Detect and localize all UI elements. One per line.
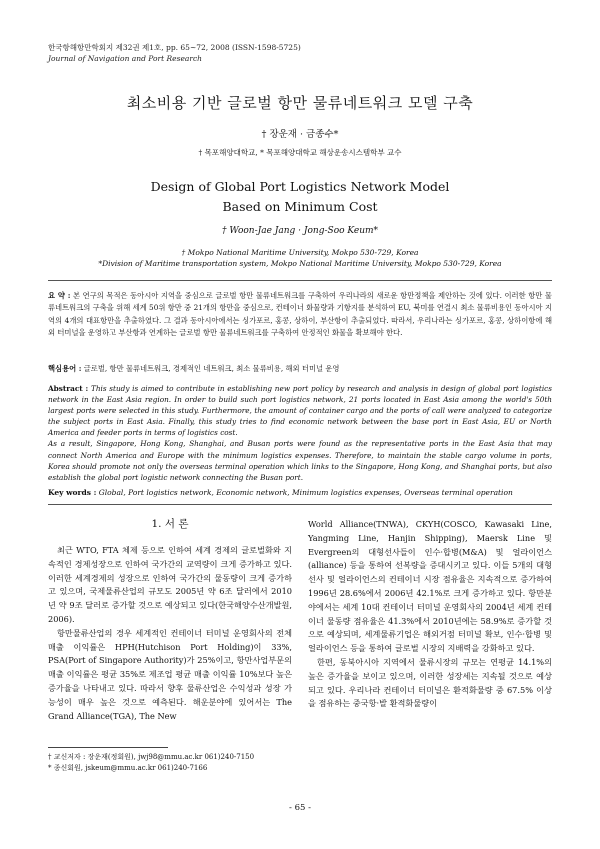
footnotes [48, 752, 254, 774]
keywords-english-text: Global, Port logistics network, Economic network, Minimum logistics expenses, Overseas terminal operation [96, 488, 513, 497]
divider-bottom [48, 504, 552, 505]
body-paragraph: 최근 WTO, FTA 체제 등으로 인하여 세계 경제의 글로벌화와 지속적인 경제성장으로 인하여 국가간의 교역량이 크게 증가하고 있다. 이러한 세계경제의 성장으로 인하여 국가간의 물동량이 크게 증가하고 있으며, 국제물류산업의 규모도 2005년 약 6조 달러에서 2010년 약 9조 달러로 증가할 것으로 예상되고 있다(한국해양수산개발원, 2006). [48, 545, 292, 624]
body-paragraph: 한편, 동북아시아 지역에서 물류시장의 규모는 연평균 14.1%의 높은 증가율을 보이고 있으며, 이러한 성장세는 지속될 것으로 예상되고 있다. 우리나라 컨테이너 터미널은 환적화물량 중 67.5% 이상을 점유하는 중국항·발 환적화물량이 [308, 656, 552, 709]
abstract-english [48, 383, 552, 483]
page-number: - 65 - [289, 803, 311, 813]
authors-english: † Woon-Jae Jang · Jong-Soo Keum* [221, 226, 379, 236]
title-english-line1: Design of Global Port Logistics Network Model [150, 179, 450, 194]
authors-korean: † 장운재 · 금종수* [261, 129, 339, 140]
title-english [0, 177, 600, 217]
journal-header [48, 42, 301, 64]
affiliation-english [0, 247, 600, 269]
body-column-right [308, 518, 552, 711]
divider-top [48, 280, 552, 281]
title-english-line2: Based on Minimum Cost [222, 199, 378, 214]
title-korean: 최소비용 기반 글로벌 항만 물류네트워크 모델 구축 [126, 94, 474, 112]
abstract-english-para2: As a result, Singapore, Hong Kong, Shanghai, and Busan ports were found as the representative ports in the East Asia that may connect North America and Europe with the minimum logistics expenses. Therefore, to maintain the stable cargo volume in ports, Korea should promote not only the overseas terminal operation which links to the Singapore, Hong Kong, and Shanghai ports, but also establish the global port logistic network connecting the Busan port. [48, 439, 552, 482]
abstract-korean-text: 본 연구의 목적은 동아시아 지역을 중심으로 글로벌 항만 물류네트워크를 구축하여 우리나라의 새로운 항만정책을 제안하는 것에 있다. 이러한 항만 물류네트워크의 구축을 위해 세계 50위 항만 중 21개의 항만을 중심으로, 컨테이너 화물량과 기항지를 분석하여 EU, 북미를 연결시 최소 물류비용인 동아시아 지역의 4개의 대표항만을 추출하였다. 그 결과 동아시아에서는 싱가포르, 홍콩, 상하이, 부산항이 추출되었다. 따라서, 우리나라는 싱가포르, 홍콩, 상하이항에 해외 터미널을 운영하고 부산항과 연계하는 글로벌 항만 물류네트워크를 구축하여 안정적인 화물을 확보해야 한다. [48, 291, 552, 337]
affiliation-english-line2: *Division of Maritime transportation system, Mokpo National Maritime University, Mokpo 530-729, Korea [98, 259, 502, 268]
footnote-rule [48, 747, 168, 748]
keywords-english [48, 488, 552, 497]
journal-citation: 한국항해항만학회지 제32권 제1호, pp. 65~72, 2008 (ISSN-1598-5725) [48, 43, 301, 52]
footnote-corresponding-author: † 교신저자 : 장운재(정회원), jwj98@mmu.ac.kr 061)240-7150 [48, 753, 255, 761]
section-heading-introduction: 1. 서 론 [151, 518, 189, 530]
journal-name-en: Journal of Navigation and Port Research [48, 54, 202, 63]
footnote-member: * 종신회원, jskeum@mmu.ac.kr 061)240-7166 [48, 764, 208, 772]
abstract-english-label: Abstract : [48, 384, 89, 393]
abstract-korean-label: 요 약 : [48, 291, 71, 300]
keywords-english-label: Key words : [48, 488, 97, 497]
keywords-korean [48, 363, 552, 375]
keywords-korean-text: 글로벌, 항만 물류네트워크, 경제적인 네트워크, 최소 물류비용, 해외 터미널 운영 [81, 364, 340, 373]
affiliation-english-line1: † Mokpo National Maritime University, Mokpo 530-729, Korea [181, 248, 419, 257]
abstract-korean [48, 290, 552, 339]
body-column-left [48, 518, 292, 723]
abstract-english-para1: This study is aimed to contribute in establishing new port policy by research and analysis in design of global port logistics network in the East Asia region. In order to build such port logistics network, 21 ports located in East Asia among the world's 50th largest ports were selected in this study. Furthermore, the amount of container cargo and the ports of call were analyzed to categorize the subject ports in East Asia. Finally, this study tries to find economic network between the base port in East Asia, EU or North America and feeder ports in terms of logistics cost. [48, 384, 552, 438]
keywords-korean-label: 핵심용어 : [48, 364, 82, 373]
affiliation-korean: † 목포해양대학교, * 목포해양대학교 해상운송시스템학부 교수 [198, 148, 402, 157]
body-paragraph: 항만물류산업의 경우 세계적인 컨테이너 터미널 운영회사의 전체 매출 이익률은 HPH(Hutchison Port Holding)이 33%, PSA(Port of Singapore Authority)가 25%이고, 항만사업부문의 매출 이익률은 평균 35%로 제조업 평균 매출 이익률 10%보다 높은 증가율을 나타내고 있다. 따라서 향후 물류산업은 수익성과 성장 가능성이 매우 높은 것으로 예측된다. 해운분야에 있어서는 The Grand Alliance(TGA), The New [48, 627, 292, 721]
body-paragraph: World Alliance(TNWA), CKYH(COSCO, Kawasaki Line, Yangming Line, Hanjin Shipping), Maersk Line 및 Evergreen의 대형선사들이 인수·합병(M&A) 및 얼라이언스(alliance) 등을 통하여 선복량을 증대시키고 있다. 이들 5개의 대형선사 및 얼라이언스의 컨테이너 시장 점유율은 지속적으로 증가하여 1996년 28.6%에서 2006년 42.1%로 크게 증가하고 있다. 항만분야에서는 세계 10대 컨테이너 터미널 운영회사의 2004년 세계 컨테이너 물동량 점유율은 41.3%에서 2010년에는 58.9%로 증가할 것으로 예상되며, 세계물류기업은 해외거점 터미널 확보, 인수·합병 및 얼라이언스 등을 통하여 글로벌 시장의 지배력을 강화하고 있다. [308, 519, 552, 654]
